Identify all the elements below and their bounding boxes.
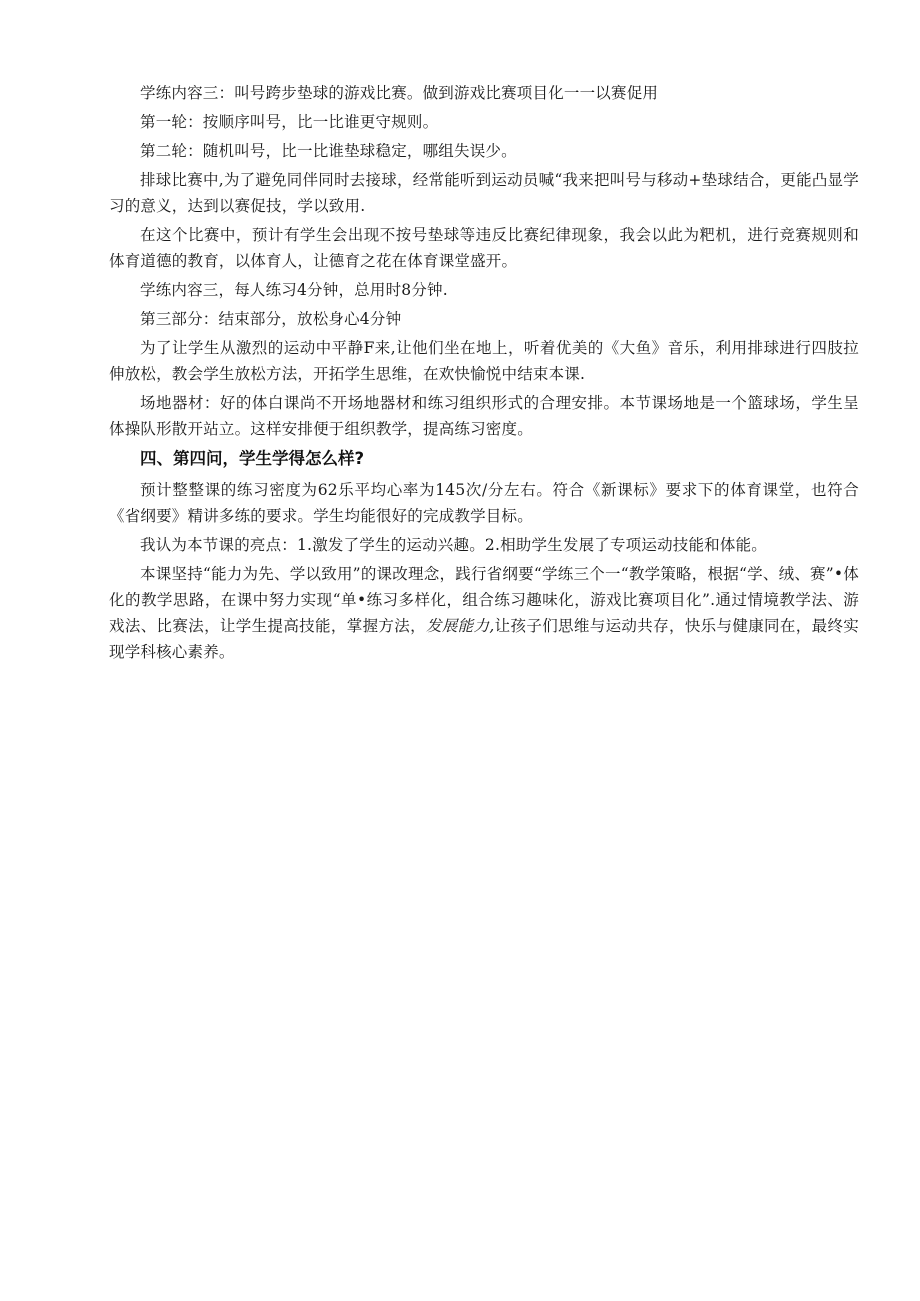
paragraph-practice-content-three: 学练内容三：叫号跨步垫球的游戏比赛。做到游戏比赛项目化一一以赛促用 [140,84,659,102]
document-page [109,80,859,668]
paragraph-volleyball-match: 排球比赛中,为了避免同伴同时去接球，经常能听到运动员喊“我来把叫号与移动+垫球结合，更能凸显学习的意义，达到以赛促技，学以致用. [109,171,859,215]
philosophy-text-italic: 发展能力, [425,617,495,635]
paragraph-competition-rules: 在这个比赛中，预计有学生会出现不按号垫球等违反比赛纪律现象，我会以此为粑机，进行竞赛规则和体育道德的教育，以体育人，让德育之花在体育课堂盛开。 [109,226,859,270]
paragraph-round-two: 第二轮：随机叫号，比一比谁垫球稳定，哪组失误少。 [140,142,517,160]
philosophy-text-start: 本课坚持“能力为先、学以致用”的课改理念，践行省纲要“学练三个一“教学策略，根据“学、绒、赛”•体化的教学思路，在课中努力实现“单•练习多样化，组合练习趣味化，游戏比赛项目化”.通过情境教学法、游戏法、比赛法，让学生提高技能，掌握方法， [109,565,859,635]
paragraph-practice-density: 预计整整课的练习密度为62乐平均心率为145次/分左右。符合《新课标》要求下的体育课堂，也符合《省纲要》精讲多练的要求。学生均能很好的完成教学目标。 [109,481,859,525]
paragraph-venue-equipment: 场地器材：好的体白课尚不开场地器材和练习组织形式的合理安排。本节课场地是一个篮球场，学生呈体操队形散开站立。这样安排便于组织教学，提高练习密度。 [109,394,859,438]
section-heading-four: 四、第四问，学生学得怎么样? [140,449,365,468]
paragraph-round-one: 第一轮：按顺序叫号，比一比谁更守规则。 [140,113,439,131]
paragraph-practice-time: 学练内容三，每人练习4分钟，总用时8分钟. [140,281,448,299]
paragraph-teaching-philosophy [109,561,859,665]
paragraph-part-three: 第三部分：结束部分，放松身心4分钟 [140,310,402,328]
philosophy-text-end: 让孩子们思维与运动共存，快乐与健康同在，最终实现学科核心素养。 [109,617,859,661]
paragraph-relaxation: 为了让学生从激烈的运动中平静F来,让他们坐在地上，听着优美的《大鱼》音乐，利用排球进行四肢拉伸放松，教会学生放松方法，开拓学生思维，在欢快愉悦中结束本课. [109,339,859,383]
paragraph-highlights: 我认为本节课的亮点：1.激发了学生的运动兴趣。2.相助学生发展了专项运动技能和体能。 [140,536,767,554]
